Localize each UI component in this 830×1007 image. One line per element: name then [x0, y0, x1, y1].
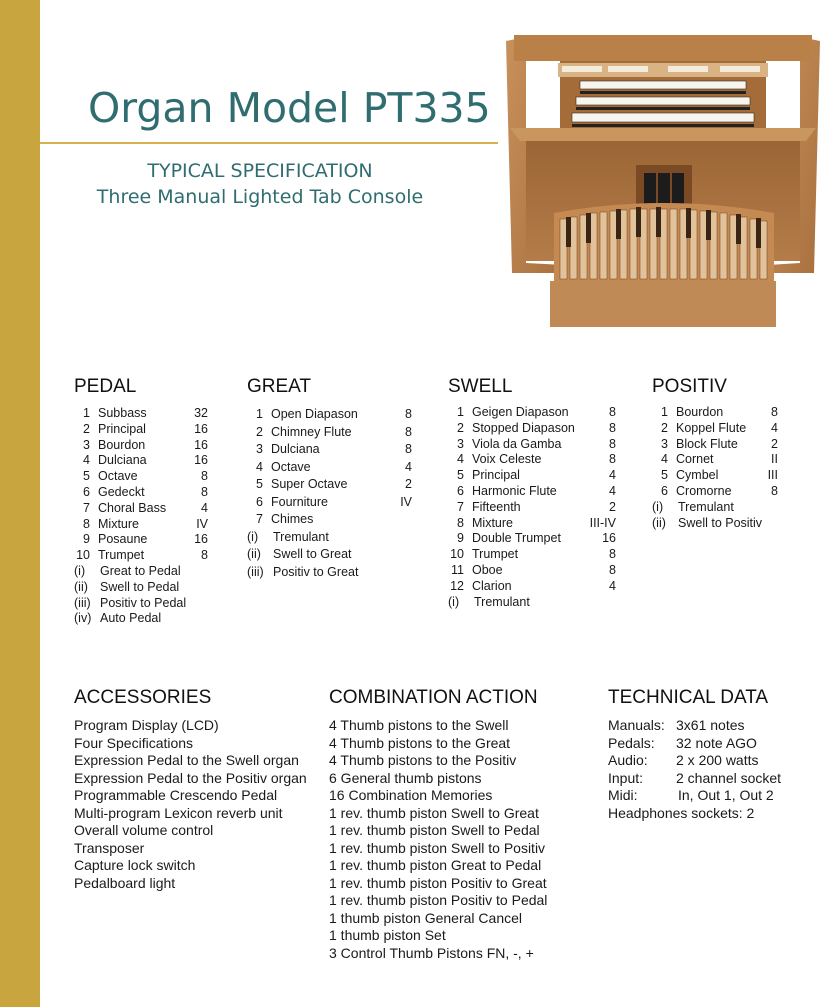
combination-item: 1 rev. thumb piston Swell to Pedal [329, 822, 540, 838]
coupler [74, 611, 161, 627]
great-heading: GREAT [247, 376, 312, 397]
stop-pitch: 2 [405, 477, 412, 491]
stop-pitch: 16 [194, 453, 208, 468]
pedal-heading: PEDAL [74, 376, 137, 397]
stop-number: 2 [457, 420, 464, 435]
coupler-name: Tremulant [474, 594, 530, 609]
stop-name: Octave [271, 459, 311, 474]
coupler-row [247, 546, 412, 564]
stop-row [448, 531, 616, 547]
stop-name: Geigen Diapason [472, 405, 569, 419]
combination-item: 1 rev. thumb piston Swell to Positiv [329, 839, 546, 856]
coupler [74, 580, 179, 596]
stop-pitch: IV [400, 494, 412, 509]
stop-name: Cymbel [676, 468, 719, 483]
coupler [74, 564, 181, 580]
stop-number: 7 [83, 500, 90, 515]
stop-row [652, 437, 778, 453]
stop-name: Cornet [676, 452, 714, 467]
coupler-number: (iii) [74, 595, 91, 610]
stop-row [247, 406, 412, 424]
technical-value: 32 note AGO [676, 734, 757, 751]
stop-pitch: 8 [201, 484, 208, 499]
coupler-name: Positiv to Pedal [100, 595, 187, 610]
stop-name: Block Flute [676, 436, 738, 451]
stop-row [448, 468, 616, 484]
stop-pitch: 8 [405, 424, 412, 439]
technical-value: 2 channel socket [676, 769, 782, 786]
stop-pitch: 8 [609, 547, 616, 562]
combination-item: 1 thumb piston General Cancel [329, 909, 522, 926]
stop-pitch: 4 [771, 420, 778, 435]
technical-row [608, 770, 808, 788]
stop-row [247, 476, 412, 494]
stop-number: 1 [457, 405, 464, 419]
coupler-row [74, 596, 208, 612]
stop-number: 11 [451, 562, 464, 577]
stop-number: 10 [76, 548, 90, 563]
stop-pitch: 8 [405, 407, 412, 421]
combination-item: 6 General thumb pistons [329, 769, 482, 786]
coupler-row [652, 500, 778, 516]
stop-name: Bourdon [98, 437, 146, 452]
coupler-name: Swell to Great [273, 547, 352, 561]
coupler-row [652, 516, 778, 532]
stop-row [448, 563, 616, 579]
stop-row [74, 469, 208, 485]
stop-row [74, 548, 208, 564]
subtitle [94, 158, 426, 210]
stop-name: Mixture [98, 516, 139, 531]
coupler-row [448, 595, 616, 611]
stop-name: Cromorne [676, 483, 732, 498]
stop-name: Dulciana [271, 442, 320, 456]
stop-name: Chimes [271, 512, 314, 526]
stop-name: Principal [472, 468, 520, 483]
stop-name: Oboe [472, 562, 503, 577]
stop-name: Clarion [472, 578, 512, 593]
subtitle-line-1: TYPICAL SPECIFICATION [147, 160, 373, 182]
combination-item: 4 Thumb pistons to the Positiv [329, 752, 517, 768]
coupler [247, 529, 329, 547]
stop-number: 12 [450, 578, 464, 593]
stop-number: 9 [83, 532, 90, 547]
stop-row [74, 517, 208, 533]
coupler [247, 564, 358, 582]
stop-row [74, 453, 208, 469]
coupler-number: (ii) [652, 515, 666, 530]
stop-number: 1 [256, 407, 263, 421]
stop-row [448, 500, 616, 516]
stop-row [247, 441, 412, 459]
stop-row [247, 511, 412, 529]
stop-number: 4 [256, 459, 263, 474]
stop-name: Trumpet [472, 547, 519, 562]
stop-name: Posaune [98, 532, 148, 547]
stop-row [74, 501, 208, 517]
coupler-number: (i) [74, 563, 86, 578]
stop-pitch: 8 [609, 452, 616, 467]
accessories-heading: ACCESSORIES [74, 687, 212, 708]
coupler-number: (iii) [247, 564, 264, 579]
coupler-name: Positiv to Great [273, 564, 359, 579]
coupler-row [74, 580, 208, 596]
stop-row [652, 452, 778, 468]
stop-number: 8 [457, 515, 464, 530]
coupler-number: (iv) [74, 611, 92, 626]
stop-row [448, 421, 616, 437]
combination-item: 16 Combination Memories [329, 787, 493, 803]
stop-name: Octave [98, 469, 138, 484]
coupler-number: (i) [247, 529, 259, 544]
coupler [652, 500, 734, 516]
positiv-stop-list [652, 405, 778, 531]
positiv-heading: POSITIV [652, 376, 727, 397]
stop-row [448, 484, 616, 500]
technical-row [608, 787, 808, 805]
coupler-name: Swell to Pedal [100, 579, 180, 594]
stop-pitch: II [771, 452, 778, 467]
stop-name: Fifteenth [472, 499, 521, 514]
technical-heading: TECHNICAL DATA [608, 687, 769, 708]
stop-name: Voix Celeste [472, 452, 542, 467]
stop-pitch: 4 [201, 500, 208, 515]
technical-value: In, Out 1, Out 2 [678, 787, 774, 803]
stop-row [74, 422, 208, 438]
stop-number: 2 [83, 421, 90, 436]
stop-pitch: III [767, 468, 778, 483]
stop-pitch: 16 [194, 532, 208, 547]
combination-item: 4 Thumb pistons to the Great [329, 734, 511, 751]
stop-pitch: 8 [201, 548, 208, 563]
stop-row [448, 437, 616, 453]
stop-pitch: 8 [771, 483, 778, 498]
stop-number: 6 [256, 494, 263, 509]
stop-row [74, 485, 208, 501]
stop-name: Gedeckt [98, 484, 145, 499]
stop-name: Viola da Gamba [472, 436, 562, 451]
accessories-item: Expression Pedal to the Swell organ [74, 752, 299, 768]
stop-number: 6 [457, 483, 464, 498]
technical-label: Midi: [608, 787, 638, 803]
stop-row [652, 405, 778, 421]
stop-number: 7 [457, 499, 464, 514]
stop-number: 2 [661, 420, 668, 435]
accessories-item: Four Specifications [74, 734, 194, 751]
stop-name: Principal [98, 421, 146, 436]
stop-name: Open Diapason [271, 407, 358, 421]
stop-name: Mixture [472, 515, 513, 530]
stop-pitch: 4 [609, 578, 616, 593]
combination-item: 1 thumb piston Set [329, 927, 446, 943]
stop-pitch: 2 [609, 499, 616, 514]
coupler [652, 516, 762, 532]
stop-name: Choral Bass [98, 500, 167, 515]
stop-name: Harmonic Flute [472, 483, 557, 498]
stop-number: 9 [457, 531, 464, 546]
stop-number: 3 [83, 437, 90, 452]
stop-number: 4 [83, 453, 90, 468]
coupler [448, 595, 530, 611]
stop-row [652, 484, 778, 500]
stop-row [247, 494, 412, 512]
stop-number: 8 [83, 516, 90, 531]
title-underline [40, 142, 498, 144]
technical-value: 3x61 notes [676, 717, 745, 733]
combination-list [329, 717, 547, 962]
stop-name: Stopped Diapason [472, 420, 575, 435]
stop-number: 3 [256, 442, 263, 456]
stop-pitch: 8 [201, 469, 208, 484]
stop-row [448, 516, 616, 532]
technical-label: Audio: [608, 752, 648, 768]
technical-label: Headphones sockets: 2 [608, 804, 755, 821]
coupler-row [74, 564, 208, 580]
stop-pitch: 32 [194, 406, 208, 420]
stop-pitch: 16 [194, 421, 208, 436]
stop-name: Fourniture [271, 494, 328, 509]
combination-item: 1 rev. thumb piston Great to Pedal [329, 857, 542, 873]
technical-row [608, 805, 808, 823]
stop-row [448, 452, 616, 468]
accessories-list [74, 717, 307, 892]
combination-item: 1 rev. thumb piston Swell to Great [329, 804, 539, 821]
stop-number: 5 [83, 469, 90, 484]
stop-pitch: 8 [609, 436, 616, 451]
stop-row [74, 438, 208, 454]
stop-pitch: 4 [609, 468, 616, 483]
stop-pitch: 8 [609, 405, 616, 419]
combination-heading: COMBINATION ACTION [329, 687, 538, 708]
stop-number: 5 [457, 468, 464, 483]
stop-row [247, 459, 412, 477]
stop-row [247, 424, 412, 442]
combination-item: 1 rev. thumb piston Positiv to Great [329, 874, 547, 891]
coupler-number: (ii) [74, 579, 88, 594]
technical-row [608, 752, 808, 770]
coupler-row [247, 529, 412, 547]
stop-pitch: 16 [194, 437, 208, 452]
swell-stop-list [448, 405, 616, 610]
stop-row [448, 579, 616, 595]
accessories-item: Multi-program Lexicon reverb unit [74, 804, 283, 821]
combination-item: 1 rev. thumb piston Positiv to Pedal [329, 892, 548, 908]
stop-row [652, 421, 778, 437]
accessories-item: Pedalboard light [74, 874, 176, 891]
stop-row [74, 406, 208, 422]
stop-pitch: 8 [405, 442, 412, 456]
stop-name: Super Octave [271, 477, 348, 491]
stop-pitch: 8 [609, 562, 616, 577]
technical-value: 2 x 200 watts [676, 752, 759, 768]
stop-pitch: 2 [771, 436, 778, 451]
technical-row [608, 735, 808, 753]
stop-pitch: III-IV [589, 515, 616, 530]
page-title: Organ Model PT335 [88, 84, 491, 132]
accessories-item: Transposer [74, 839, 145, 856]
stop-number: 5 [256, 477, 263, 491]
coupler-name: Auto Pedal [100, 611, 162, 626]
stop-name: Subbass [98, 406, 147, 420]
coupler [247, 546, 352, 564]
stop-name: Double Trumpet [472, 531, 561, 546]
stop-name: Chimney Flute [271, 424, 352, 439]
coupler-name: Tremulant [678, 499, 734, 514]
stop-pitch: 16 [602, 531, 616, 546]
organ-console-image [506, 33, 820, 329]
accessories-item: Program Display (LCD) [74, 717, 219, 733]
accessories-item: Programmable Crescendo Pedal [74, 787, 278, 803]
stop-number: 4 [661, 452, 668, 467]
stop-pitch: 8 [609, 420, 616, 435]
stop-number: 1 [83, 406, 90, 420]
stop-number: 4 [457, 452, 464, 467]
coupler-name: Great to Pedal [100, 563, 181, 578]
gold-side-bar [0, 0, 40, 1007]
stop-pitch: 8 [771, 405, 778, 419]
stop-number: 7 [256, 512, 263, 526]
stop-row [448, 405, 616, 421]
coupler-row [247, 564, 412, 582]
stop-number: 5 [661, 468, 668, 483]
stop-number: 10 [450, 547, 464, 562]
stop-row [652, 468, 778, 484]
technical-label: Input: [608, 769, 644, 786]
stop-name: Bourdon [676, 405, 724, 419]
coupler-row [74, 611, 208, 627]
combination-item: 3 Control Thumb Pistons FN, -, + [329, 944, 534, 961]
accessories-item: Expression Pedal to the Positiv organ [74, 769, 307, 786]
accessories-item: Overall volume control [74, 822, 214, 838]
stop-row [448, 547, 616, 563]
stop-number: 3 [457, 436, 464, 451]
stop-name: Trumpet [98, 548, 145, 563]
stop-name: Koppel Flute [676, 420, 747, 435]
stop-number: 2 [256, 424, 263, 439]
great-stop-list [247, 406, 412, 581]
technical-label: Manuals: [608, 717, 665, 733]
technical-row [608, 717, 808, 735]
pedal-stop-list [74, 406, 208, 627]
accessories-item: Capture lock switch [74, 857, 196, 873]
stop-pitch: 4 [609, 483, 616, 498]
stop-name: Dulciana [98, 453, 147, 468]
stop-number: 6 [83, 484, 90, 499]
coupler-number: (i) [652, 499, 664, 514]
stop-number: 6 [661, 483, 668, 498]
stop-pitch: IV [196, 516, 208, 531]
technical-label: Pedals: [608, 734, 655, 751]
stop-number: 1 [661, 405, 668, 419]
stop-number: 3 [661, 436, 668, 451]
coupler-name: Swell to Positiv [678, 515, 763, 530]
coupler [74, 596, 186, 612]
swell-heading: SWELL [448, 376, 513, 397]
subtitle-line-2: Three Manual Lighted Tab Console [96, 186, 424, 208]
coupler-number: (i) [448, 594, 460, 609]
stop-pitch: 4 [405, 459, 412, 474]
coupler-name: Tremulant [273, 529, 329, 544]
coupler-number: (ii) [247, 547, 261, 561]
combination-item: 4 Thumb pistons to the Swell [329, 717, 509, 733]
technical-list [608, 717, 808, 822]
stop-row [74, 532, 208, 548]
